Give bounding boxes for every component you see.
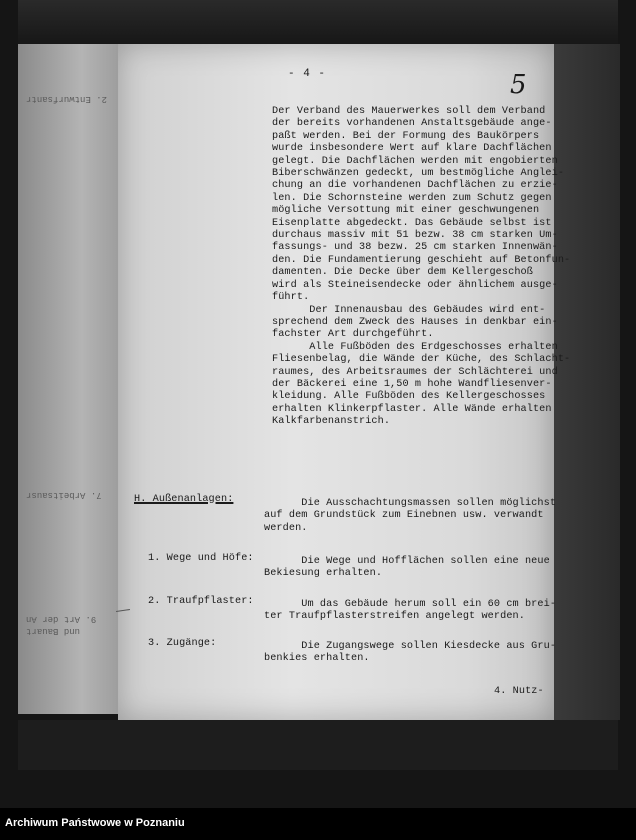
item-text-wege	[264, 556, 550, 581]
text-line: Um das Gebäude herum soll ein 60 cm brei-	[264, 599, 557, 610]
item-label-zugaenge: 3. Zugänge:	[148, 638, 217, 649]
catchword: 4. Nutz-	[494, 686, 544, 697]
text-line: werden.	[264, 522, 308, 534]
item-text-traufpflaster	[264, 599, 556, 624]
text-line: wird als Steineisendecke oder ähnlichem ausge-	[272, 279, 558, 291]
text-line: Biberschwänzen gedeckt, um bestmögliche Anglei-	[272, 168, 565, 180]
text-line: der bereits vorhandenen Anstaltsgebäude ange-	[272, 118, 552, 130]
item-label-traufpflaster: 2. Traufpflaster:	[148, 596, 254, 607]
page-number: - 4 -	[288, 68, 327, 80]
ghost-text: 2. Entwurfsantr	[26, 94, 108, 104]
text-line: sprechend dem Zweck des Hauses in denkbar ein-	[272, 316, 558, 328]
text-line: Die Wege und Hofflächen sollen eine neue	[264, 556, 550, 567]
item-text-zugaenge	[264, 641, 556, 666]
archive-credit: Archiwum Państwowe w Poznaniu	[5, 817, 185, 829]
ghost-text: 9. Art der An	[26, 614, 97, 624]
film-bottom-strip	[18, 720, 618, 770]
section-h-text	[264, 498, 556, 535]
text-line: paßt werden. Bei der Formung des Baukörpers	[272, 130, 540, 142]
text-line: fassungs- und 38 bezw. 25 cm starken Innenwän-	[272, 242, 558, 254]
text-line: Der Innenausbau des Gebäudes wird ent-	[272, 304, 546, 316]
text-line: Fliesenbelag, die Wände der Küche, des Schlacht-	[272, 354, 571, 366]
left-facing-page	[18, 44, 124, 714]
body-text	[272, 106, 570, 429]
text-line: gelegt. Die Dachflächen werden mit engobierten	[272, 155, 558, 167]
text-line: führt.	[272, 292, 310, 304]
text-line: der Bäckerei eine 1,50 m hohe Wandfliesenver-	[272, 378, 552, 390]
item-label-wege: 1. Wege und Höfe:	[148, 553, 254, 564]
text-line: len. Die Schornsteine werden zum Schutz gegen	[272, 192, 552, 204]
text-line: durchaus massiv mit 51 bezw. 38 cm starken Um-	[272, 230, 558, 242]
text-line: Eisenplatte abgedeckt. Das Gebäude selbst ist	[272, 217, 552, 229]
text-line: Der Verband des Mauerwerkes soll dem Verband	[272, 106, 546, 117]
handwritten-folio-number: 5	[510, 70, 527, 100]
ghost-text: 7. Arbeitsausr	[26, 490, 102, 500]
text-line: erhalten Klinkerpflaster. Alle Wände erhalten	[272, 403, 552, 415]
text-line: Alle Fußböden des Erdgeschosses erhalten	[272, 341, 558, 353]
text-line: den. Die Fundamentierung geschieht auf Betonfun-	[272, 254, 571, 266]
text-line: auf dem Grundstück zum Einebnen usw. verwandt	[264, 510, 544, 522]
section-h-label: H. Außenanlagen:	[134, 494, 234, 505]
film-top-strip	[18, 0, 618, 44]
text-line: mögliche Versottung mit einer geschwungenen	[272, 205, 540, 217]
text-line: kleidung. Alle Fußböden des Kellergeschosses	[272, 391, 546, 403]
document-page	[118, 44, 571, 720]
text-line: chung an die vorhandenen Dachflächen zu erzie-	[272, 180, 558, 192]
text-line: Die Ausschachtungsmassen sollen möglichst	[264, 498, 557, 509]
text-line: Die Zugangswege sollen Kiesdecke aus Gru-	[264, 641, 557, 652]
text-line: benkies erhalten.	[264, 653, 370, 665]
text-line: raumes, des Arbeitsraumes der Schlächterei und	[272, 366, 558, 378]
text-line: wurde insbesondere Wert auf klare Dachflächen	[272, 143, 552, 155]
text-line: damenten. Die Decke über dem Kellergeschoß	[272, 267, 533, 279]
text-line: fachster Art durchgeführt.	[272, 329, 434, 341]
text-line: ter Traufpflasterstreifen angelegt werden.	[264, 611, 525, 623]
ghost-text: und Bauart	[26, 626, 81, 636]
footer-bar	[0, 808, 636, 840]
text-line: Kalkfarbenanstrich.	[272, 416, 391, 428]
text-line: Bekiesung erhalten.	[264, 568, 383, 580]
